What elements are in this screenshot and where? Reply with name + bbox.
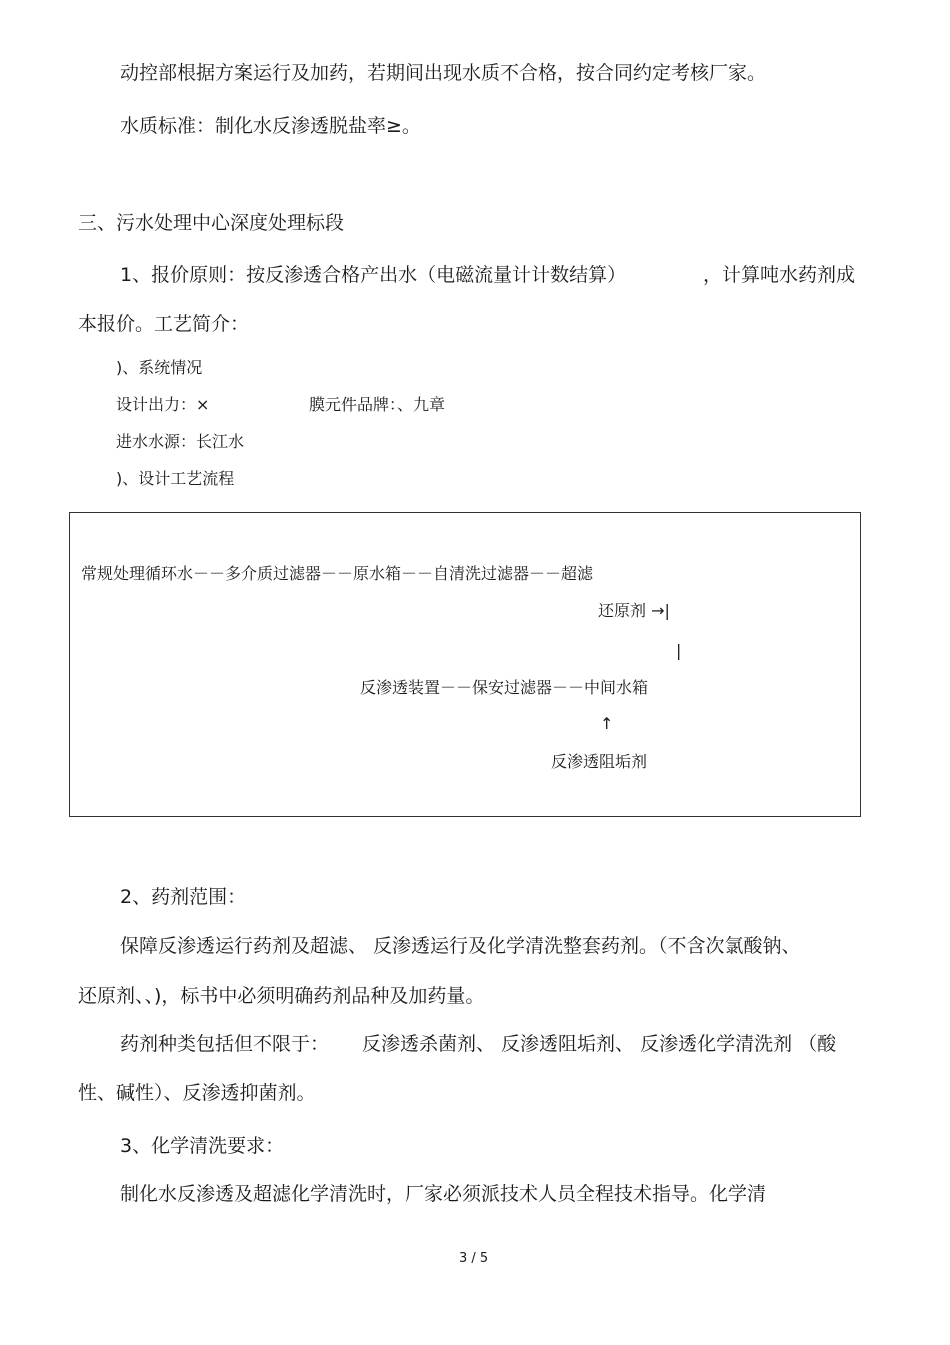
paragraph-water-standard: 水质标准：制化水反渗透脱盐率≥。 bbox=[120, 115, 421, 137]
section-3-title: 三、污水处理中心深度处理标段 bbox=[78, 212, 345, 234]
water-source: 进水水源：长江水 bbox=[116, 432, 245, 451]
flow-line-1: 常规处理循环水－－多介质过滤器－－原水箱－－自清洗过滤器－－超滤 bbox=[81, 564, 594, 583]
item-2-paragraph-1-line-1: 保障反渗透运行药剂及超滤、 反渗透运行及化学清洗整套药剂。（不含次氯酸钠、 bbox=[120, 935, 801, 957]
item-1-principle-a: 1、报价原则：按反渗透合格产出水（电磁流量计计数结算） bbox=[120, 264, 627, 286]
paragraph-dosing: 动控部根据方案运行及加药，若期间出现水质不合格，按合同约定考核厂家。 bbox=[120, 62, 767, 84]
flow-reductant: 还原剂 →| bbox=[598, 601, 670, 620]
item-1-principle-cont: 本报价。工艺简介： bbox=[78, 313, 250, 335]
item-2-paragraph-2-line-2: 性、碱性）、反渗透抑菌剂。 bbox=[78, 1082, 316, 1104]
item-2-title: 2、药剂范围： bbox=[120, 886, 247, 908]
process-flow-box bbox=[69, 512, 861, 817]
page-number: 3 / 5 bbox=[459, 1251, 489, 1266]
item-2-paragraph-1-line-2: 还原剂、、)，标书中必须明确药剂品种及加药量。 bbox=[78, 985, 485, 1007]
item-2-paragraph-2-line-1a: 药剂种类包括但不限于： bbox=[120, 1033, 330, 1055]
subsection-system: )、系统情况 bbox=[116, 358, 203, 377]
subsection-process-flow: )、设计工艺流程 bbox=[116, 469, 235, 488]
membrane-brand: 膜元件品牌：、九章 bbox=[309, 395, 446, 414]
item-2-paragraph-2-line-1b: 反渗透杀菌剂、 反渗透阻垢剂、 反渗透化学清洗剂 （酸 bbox=[362, 1033, 837, 1055]
flow-pipe: | bbox=[676, 641, 682, 660]
flow-antiscalant: 反渗透阻垢剂 bbox=[551, 752, 648, 771]
item-1-principle-b: ，计算吨水药剂成 bbox=[703, 264, 856, 286]
item-3-title: 3、化学清洗要求： bbox=[120, 1135, 285, 1157]
item-3-paragraph: 制化水反渗透及超滤化学清洗时，厂家必须派技术人员全程技术指导。化学清 bbox=[120, 1183, 767, 1205]
design-capacity: 设计出力：× bbox=[116, 395, 210, 414]
flow-up-arrow: ↑ bbox=[600, 714, 614, 733]
flow-line-2: 反渗透装置－－保安过滤器－－中间水箱 bbox=[360, 678, 649, 697]
